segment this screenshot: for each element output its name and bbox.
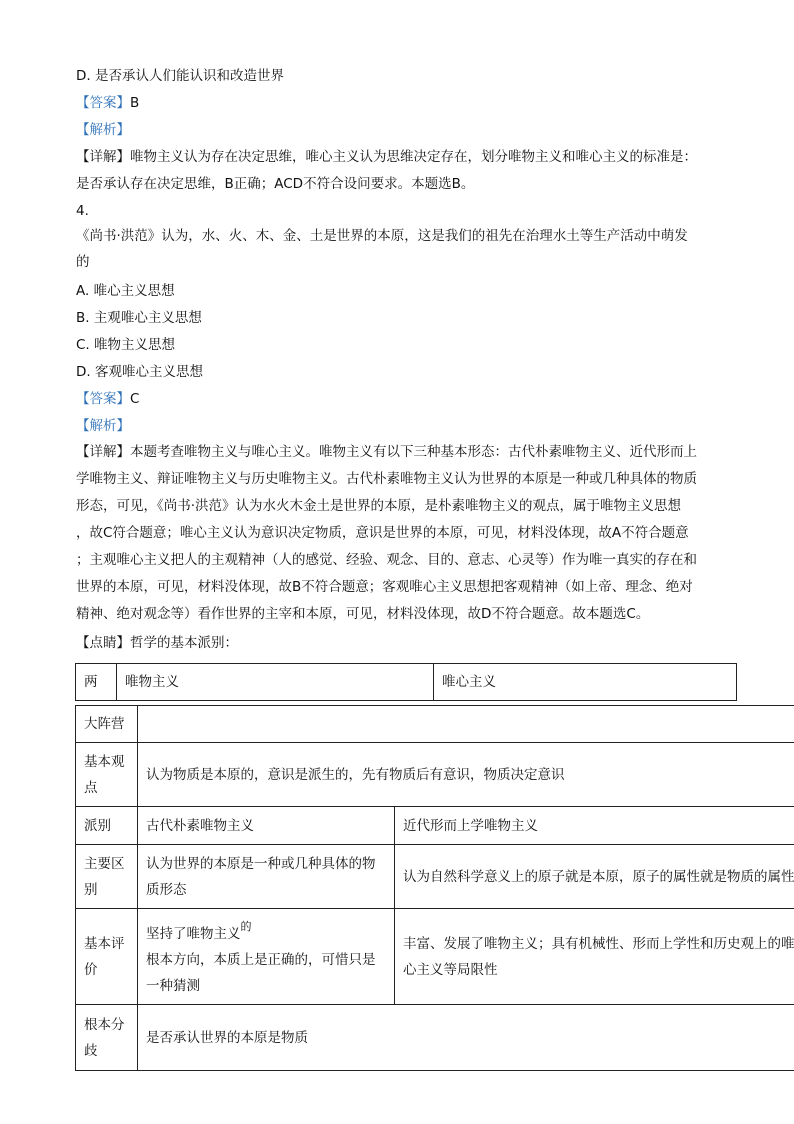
cell-line: 点 [84,779,98,796]
q4-detail-line2: 学唯物主义、辩证唯物主义与历史唯物主义。古代朴素唯物主义认为世界的本原是一种或几种具体的物质 [76,471,697,487]
q4-option-b: B. 主观唯心主义思想 [76,310,202,326]
table-cell: 两 [76,664,117,701]
cell-line [146,914,386,947]
table-cell [76,909,138,1005]
table-cell: 认为自然科学意义上的原子就是本原，原子的属性就是物质的属性 [395,845,794,909]
detail-label: 【详解】 [76,444,130,460]
philosophy-comparison-table [75,705,794,1071]
tip-text: 哲学的基本派别： [130,635,238,651]
table-cell [138,845,395,909]
q4-analysis-label: 【解析】 [76,418,130,434]
q4-detail-line1 [76,442,697,462]
table-row [76,807,794,845]
q3-answer [76,93,139,113]
table-cell [76,1005,138,1071]
table-cell: 大阵营 [76,706,138,743]
table-cell [76,845,138,909]
table-cell: 唯物主义 [117,664,434,701]
cell-line: 一种猜测 [146,978,200,994]
q4-option-c: C. 唯物主义思想 [76,337,176,353]
q4-detail-line4: ，故C符合题意；唯心主义认为意识决定物质，意识是世界的本原，可见，材料没体现，故A不符合题意 [76,525,689,541]
cell-line: 心主义等局限性 [403,961,498,978]
table-row [76,664,737,701]
detail-label: 【详解】 [76,149,130,165]
table-row [76,845,794,909]
table-cell: 派别 [76,807,138,845]
q3-option-d: D. 是否承认人们能认识和改造世界 [76,68,284,84]
table-cell: 认为物质是本原的，意识是派生的，先有物质后有意识，物质决定意识 [138,743,794,807]
q4-option-d: D. 客观唯心主义思想 [76,364,203,380]
cell-line: 基本评 [84,935,125,952]
cell-line: 丰富、发展了唯物主义；具有机械性、形而上学性和历史观上的唯 [403,935,794,952]
cell-line: 别 [84,881,98,898]
cell-text: 坚持了唯物主义 [146,926,241,942]
philosophy-header-table [75,663,737,701]
q4-detail-line7: 精神、绝对观念等）看作世界的主宰和本原，可见，材料没体现，故D不符合题意。故本题选C。 [76,606,650,622]
cell-line: 根本方向，本质上是正确的，可惜只是 [146,952,376,968]
cell-line: 根本分 [84,1016,125,1033]
q3-detail-line1 [76,147,697,167]
table-cell [138,909,395,1005]
table-cell: 唯心主义 [434,664,737,701]
table-row [76,909,794,1005]
q3-detail-line2: 是否承认存在决定思维，B正确；ACD不符合设问要求。本题选B。 [76,176,475,192]
q4-option-a: A. 唯心主义思想 [76,283,175,299]
q4-number: 4. [76,203,89,219]
cell-line: 质形态 [146,881,187,898]
q4-answer [76,389,139,409]
table-cell [76,743,138,807]
cell-line: 主要区 [84,855,125,872]
table-row [76,743,794,807]
detail-text: 唯物主义认为存在决定思维，唯心主义认为思维决定存在，划分唯物主义和唯心主义的标准是： [130,149,697,165]
q4-detail-line3: 形态，可见，《尚书·洪范》认为水火木金土是世界的本原，是朴素唯物主义的观点，属于唯物主义思想 [76,498,682,514]
table-cell [395,909,794,1005]
answer-value: C [130,391,140,407]
answer-label: 【答案】 [76,95,130,111]
q3-analysis-label: 【解析】 [76,122,130,138]
table-cell: 是否承认世界的本原是物质 [138,1005,794,1071]
superscript-text: 的 [240,920,252,933]
answer-label: 【答案】 [76,391,130,407]
q4-stem-line1: 《尚书·洪范》认为，水、火、木、金、土是世界的本原，这是我们的祖先在治理水土等生产活动中萌发 [76,228,688,244]
detail-text: 本题考查唯物主义与唯心主义。唯物主义有以下三种基本形态：古代朴素唯物主义、近代形而上 [130,444,697,460]
table-row [76,706,794,743]
answer-value: B [130,95,140,111]
cell-line: 价 [84,961,98,978]
q4-tip [76,633,238,653]
table-cell: 古代朴素唯物主义 [138,807,395,845]
table-cell: 近代形而上学唯物主义 [395,807,794,845]
table-cell [138,706,794,743]
tip-label: 【点睛】 [76,635,130,651]
cell-line: 认为世界的本原是一种或几种具体的物 [146,855,376,872]
cell-line: 基本观 [84,753,125,770]
table-row [76,1005,794,1071]
q4-detail-line5: ；主观唯心主义把人的主观精神（人的感觉、经验、观念、目的、意志、心灵等）作为唯一真实的存在和 [76,552,697,568]
cell-line: 歧 [84,1042,98,1059]
q4-detail-line6: 世界的本原，可见，材料没体现，故B不符合题意；客观唯心主义思想把客观精神（如上帝、理念、绝对 [76,579,693,595]
q4-stem-line2: 的 [76,254,90,270]
